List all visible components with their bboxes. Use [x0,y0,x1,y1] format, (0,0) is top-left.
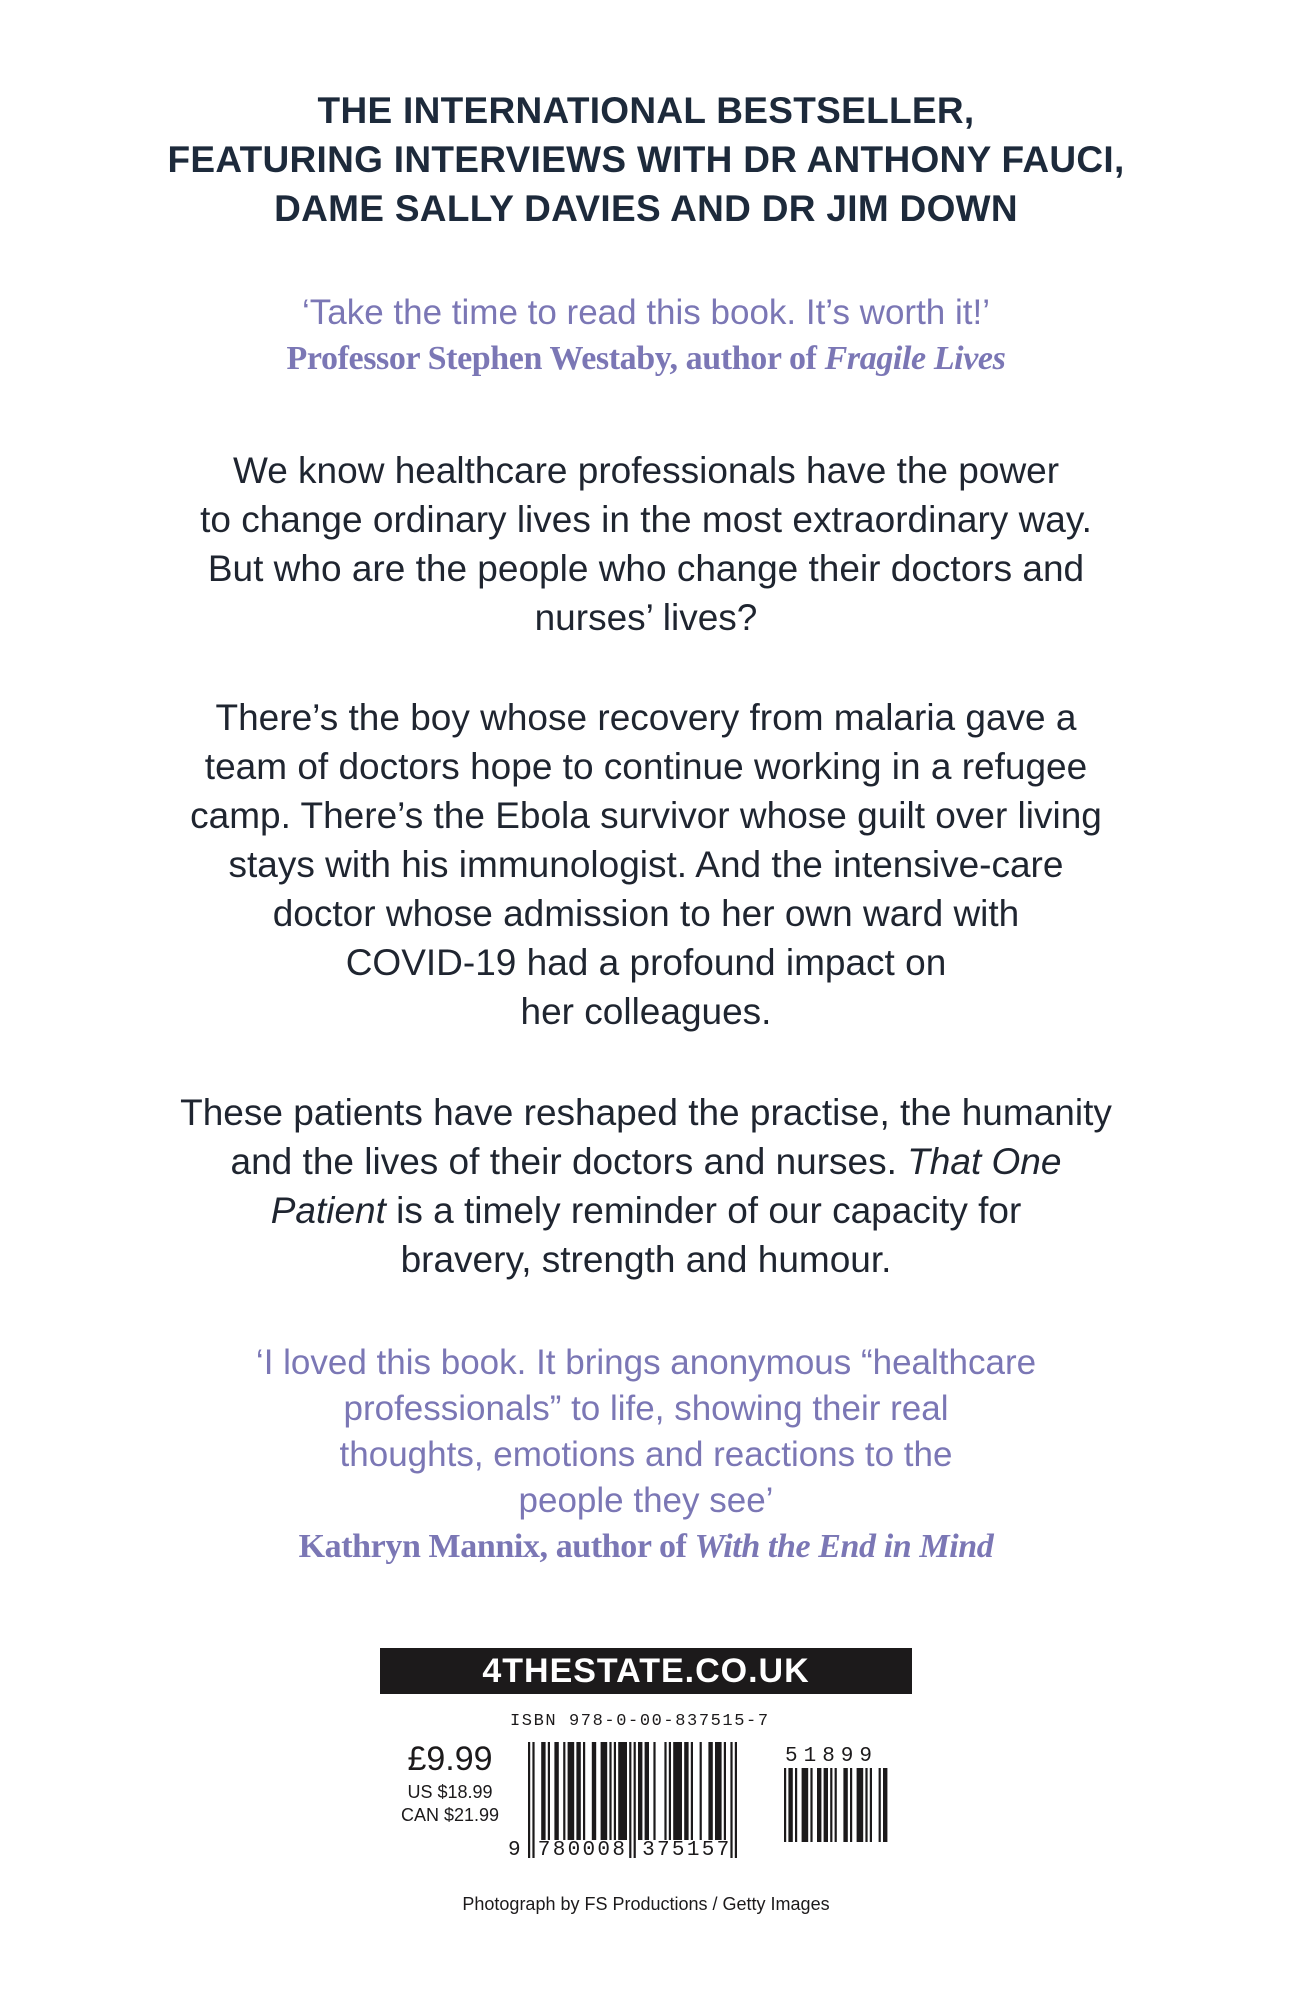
headline [0,86,1292,233]
blurb-line [0,1186,1292,1235]
attribution-prefix: Kathryn Mannix, author of [298,1528,695,1565]
blurb-text: and the lives of their doctors and nurses. [230,1141,908,1182]
barcode-bar [592,1742,596,1840]
blurb-line: There’s the boy whose recovery from malaria gave a [215,697,1077,738]
barcode-bar [583,1742,585,1840]
barcode-bar [618,1742,627,1840]
blurb-line [0,1137,1292,1186]
barcode-bar [645,1742,649,1840]
blurb-line: But who are the people who change their doctors and [207,548,1085,589]
barcode-bar [568,1742,575,1840]
barcode-bar [669,1742,671,1840]
blurb-paragraph-2 [0,693,1292,1036]
quote-line: people they see’ [518,1481,774,1520]
publisher-website: 4THESTATE.CO.UK [380,1648,912,1694]
blurb-line: her colleagues. [520,991,772,1032]
barcode-bar [810,1768,812,1842]
book-title: Patient [270,1190,386,1231]
barcode-bar [883,1768,887,1842]
barcode-bar [554,1742,558,1840]
quote-line: thoughts, emotions and reactions to the [339,1435,953,1474]
barcode-bar [638,1742,642,1840]
price-us: US $18.99 [407,1782,493,1802]
barcode-bar [715,1742,722,1840]
barcode-bar [843,1768,847,1842]
barcode-bar [614,1742,616,1840]
barcode-bar [830,1768,832,1842]
review-quote-westaby [0,290,1292,382]
barcode-bar [802,1768,809,1842]
barcode-addon-digits: 51899 [785,1745,879,1768]
barcode-bar [563,1742,565,1840]
blurb-paragraph-3 [0,1088,1292,1284]
quote-line: professionals” to life, showing their real [343,1389,949,1428]
blurb-line: team of doctors hope to continue working in a refugee [204,746,1088,787]
blurb-line: COVID-19 had a profound impact on [345,942,947,983]
barcode-bar [576,1742,580,1840]
barcode-bar [735,1742,737,1858]
blurb-line: nurses’ lives? [534,597,758,638]
barcode-digits: 9 780008 375157 [508,1839,732,1862]
barcode-bar [788,1768,792,1842]
quote-line: ‘I loved this book. It brings anonymous “healthcare [255,1343,1037,1382]
blurb-line: to change ordinary lives in the most extraordinary way. [200,499,1092,540]
barcode-bar [870,1768,872,1842]
review-quote-mannix [0,1340,1292,1570]
headline-line: FEATURING INTERVIEWS WITH DR ANTHONY FAUCI, [167,139,1125,180]
barcode-bar [609,1742,611,1840]
barcode-bar [879,1768,881,1842]
blurb-text: is a timely reminder of our capacity for [385,1190,1022,1231]
attribution-prefix: Professor Stephen Westaby, author of [286,340,825,377]
isbn-label: ISBN 978-0-00-837515-7 [510,1712,770,1731]
barcode-bar [824,1768,828,1842]
barcode-bar [784,1768,786,1842]
blurb-line: stays with his immunologist. And the intensive-care [228,844,1064,885]
barcode-bar [850,1768,852,1842]
barcode-bar [724,1742,726,1840]
barcode-bar [653,1742,655,1840]
barcode-bar [664,1742,666,1840]
quote-text: ‘Take the time to read this book. It’s worth it!’ [301,293,990,332]
photo-credit: Photograph by FS Productions / Getty Images [462,1894,830,1914]
blurb-line: bravery, strength and humour. [400,1239,892,1280]
barcode-bar [865,1768,867,1842]
barcode-bar [601,1742,608,1840]
barcode-bar [708,1742,712,1840]
barcode-bar [548,1742,550,1840]
blurb-paragraph-1 [0,446,1292,642]
barcode-bar [541,1742,545,1840]
price-can: CAN $21.99 [400,1805,500,1825]
headline-line: THE INTERNATIONAL BESTSELLER, [317,90,975,131]
quote-attribution [0,336,1292,382]
book-title: With the End in Mind [694,1528,994,1565]
barcode-bar [691,1742,693,1840]
price-uk: £9.99 [407,1740,493,1778]
book-title: That One [907,1141,1062,1182]
barcode-bar [684,1742,688,1840]
headline-line: DAME SALLY DAVIES AND DR JIM DOWN [274,188,1018,229]
book-title: Fragile Lives [824,340,1006,377]
barcode-addon [784,1768,892,1860]
barcode-bar [857,1768,864,1842]
blurb-line: These patients have reshaped the practise, the humanity [180,1092,1112,1133]
blurb-line: camp. There’s the Ebola survivor whose guilt over living [190,795,1102,836]
quote-attribution [0,1524,1292,1570]
blurb-line: doctor whose admission to her own ward with [272,893,1020,934]
barcode-bar [817,1768,821,1842]
barcode-bar [835,1768,837,1842]
barcode-bar [795,1768,797,1842]
barcode-bar [700,1742,702,1840]
barcode-bar [673,1742,682,1840]
blurb-line: We know healthcare professionals have the power [232,450,1060,491]
